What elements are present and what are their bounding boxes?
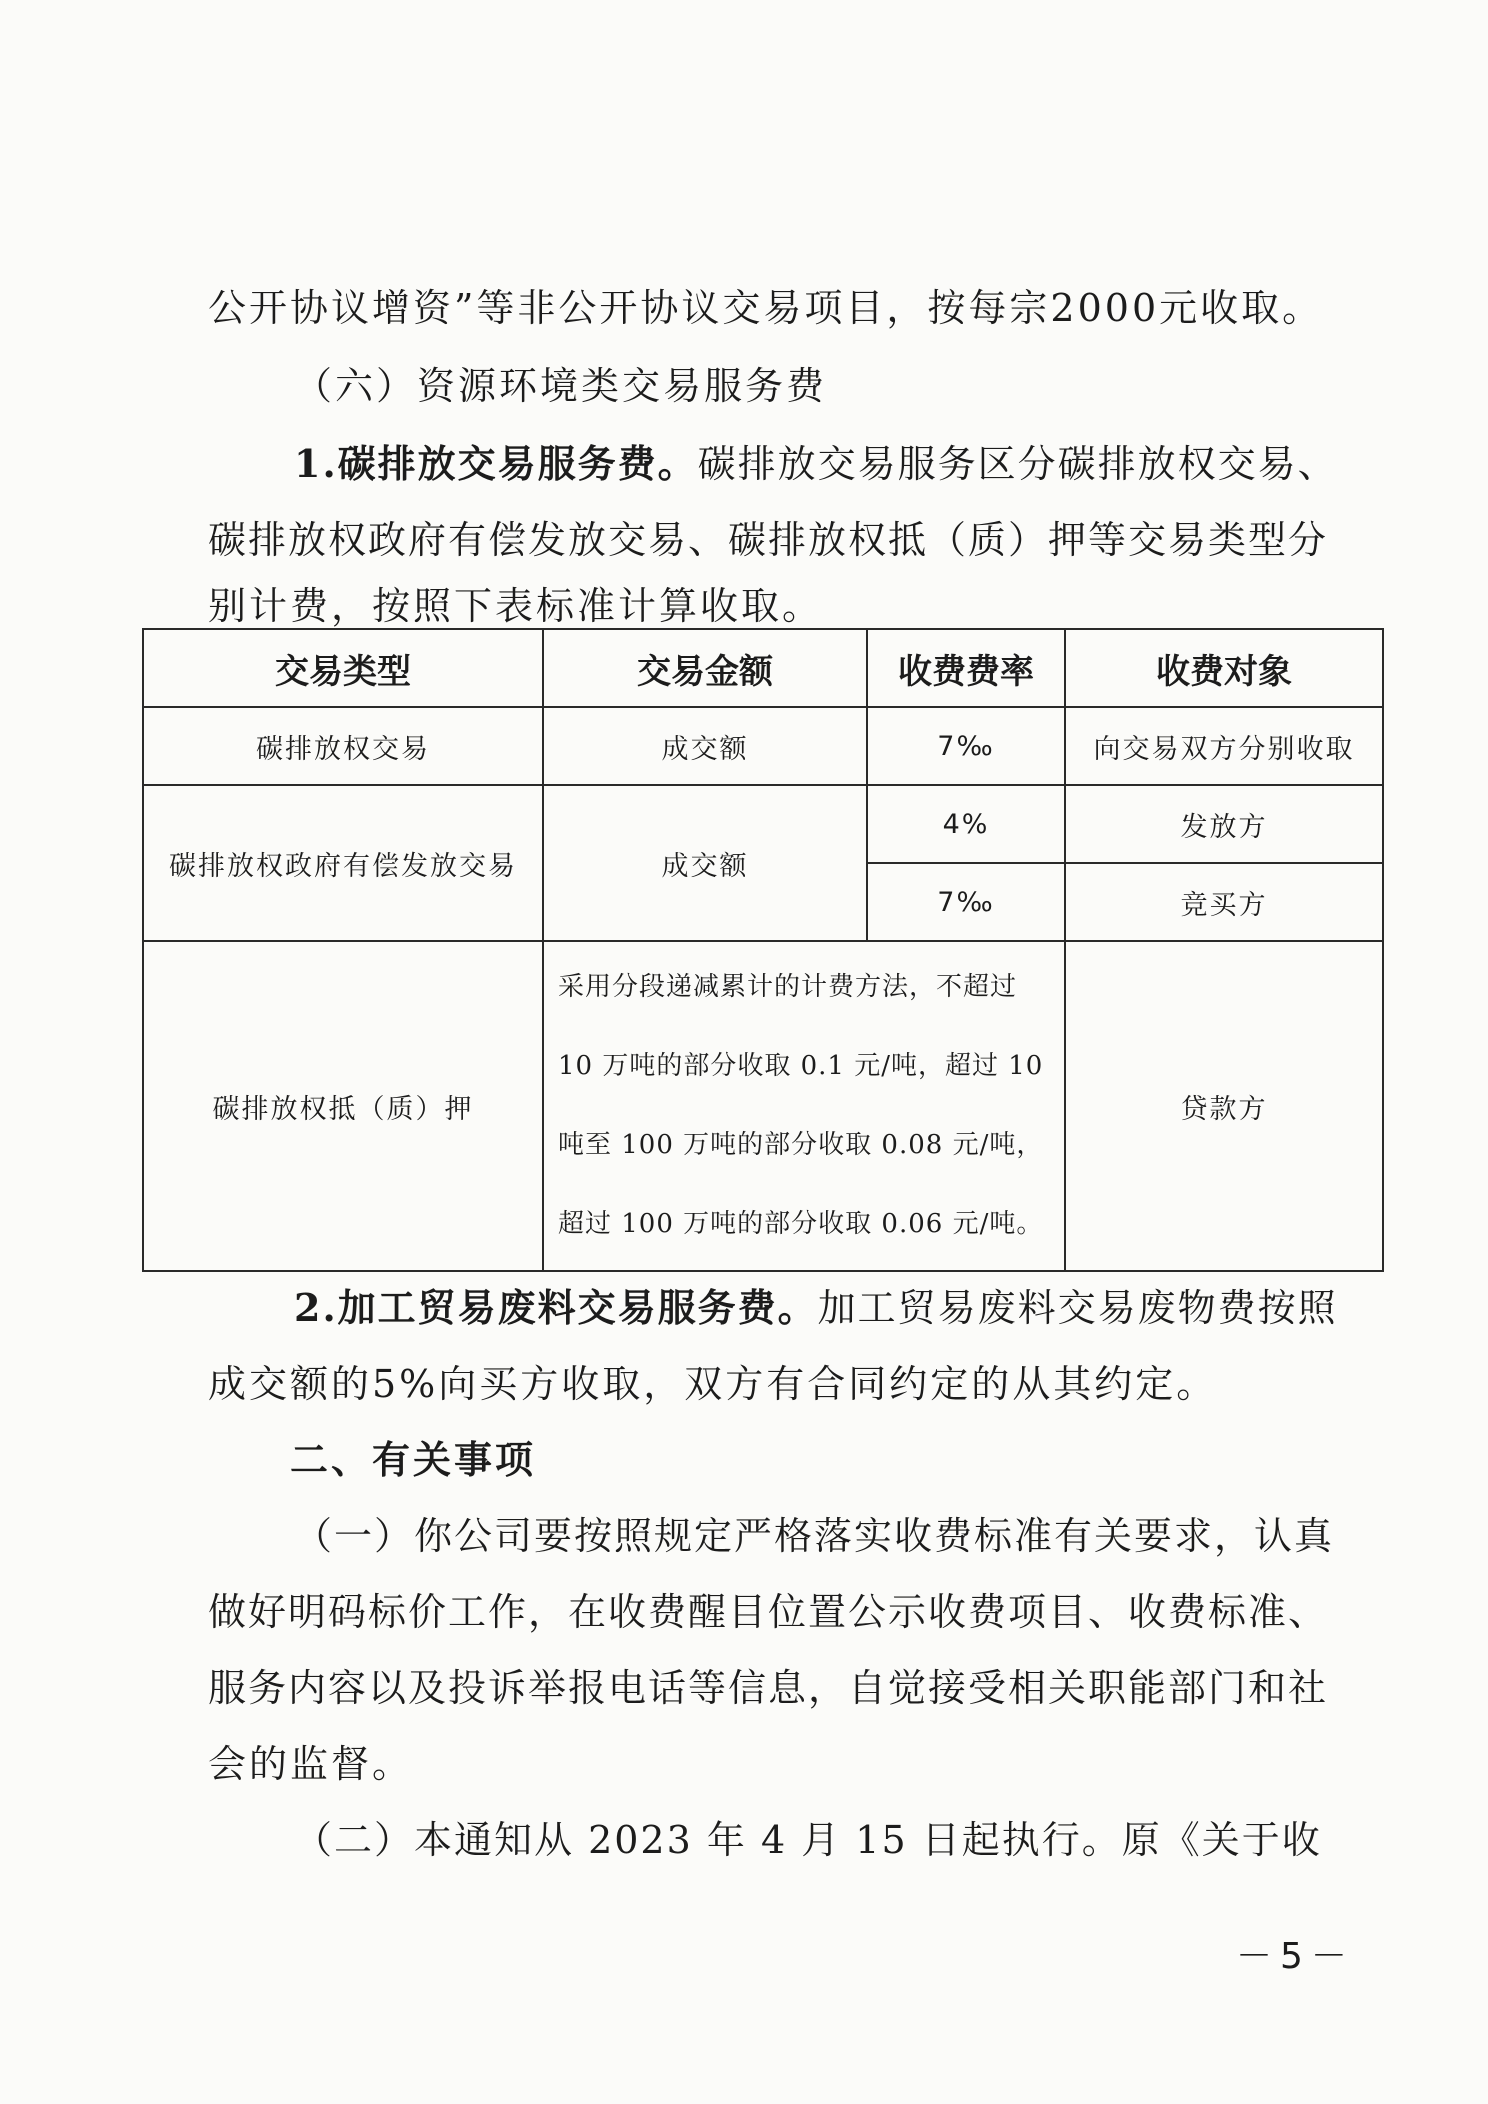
table-cell: 竞买方 xyxy=(1065,863,1383,941)
paragraph-text: 加工贸易废料交易废物费按照 xyxy=(817,1286,1338,1330)
fee-method-line: 10 万吨的部分收取 0.1 元/吨，超过 10 xyxy=(558,1051,1044,1081)
table-cell: 7‰ xyxy=(867,863,1065,941)
table-row xyxy=(143,707,1383,785)
page-number: －5－ xyxy=(1236,1936,1355,1977)
item-title-carbon: 1.碳排放交易服务费。 xyxy=(294,441,698,486)
table-header-cell: 收费费率 xyxy=(867,629,1065,707)
paragraph-line: （一）你公司要按照规定严格落实收费标准有关要求，认真 xyxy=(294,1514,1335,1558)
section-heading-2: 二、有关事项 xyxy=(290,1438,537,1482)
item-title-waste: 2.加工贸易废料交易服务费。 xyxy=(294,1285,818,1330)
fee-method-line: 超过 100 万吨的部分收取 0.06 元/吨。 xyxy=(558,1209,1044,1239)
table-cell: 发放方 xyxy=(1065,785,1383,863)
table-row xyxy=(143,941,1383,1271)
paragraph-line: 别计费，按照下表标准计算收取。 xyxy=(208,584,824,628)
paragraph-line: （二）本通知从 2023 年 4 月 15 日起执行。原《关于收 xyxy=(294,1818,1322,1862)
fee-table xyxy=(142,628,1384,1272)
paragraph-line: 成交额的5%向买方收取，双方有合同约定的从其约定。 xyxy=(208,1362,1218,1406)
table-header-row xyxy=(143,629,1383,707)
paragraph-line: 做好明码标价工作，在收费醒目位置公示收费项目、收费标准、 xyxy=(208,1590,1329,1634)
paragraph-line: 会的监督。 xyxy=(208,1742,414,1786)
table-cell: 7‰ xyxy=(867,707,1065,785)
fee-method-line: 采用分段递减累计的计费方法，不超过 xyxy=(558,972,1018,1002)
paragraph-line: 服务内容以及投诉举报电话等信息，自觉接受相关职能部门和社 xyxy=(208,1666,1329,1710)
table-cell-fee-method xyxy=(543,941,1065,1271)
paragraph-line xyxy=(294,1280,1338,1336)
section-heading-6: （六）资源环境类交易服务费 xyxy=(294,364,828,408)
table-header-cell: 收费对象 xyxy=(1065,629,1383,707)
table-cell: 成交额 xyxy=(543,707,867,785)
table-cell: 成交额 xyxy=(543,785,867,941)
paragraph-line xyxy=(294,436,1338,492)
paragraph-text: 碳排放交易服务区分碳排放权交易、 xyxy=(697,442,1338,486)
table-header-cell: 交易金额 xyxy=(543,629,867,707)
table-cell: 贷款方 xyxy=(1065,941,1383,1271)
table-cell: 4% xyxy=(867,785,1065,863)
paragraph-line: 公开协议增资”等非公开协议交易项目，按每宗2000元收取。 xyxy=(208,286,1324,330)
table-cell: 碳排放权交易 xyxy=(143,707,543,785)
table-row xyxy=(143,785,1383,863)
table-cell: 碳排放权抵（质）押 xyxy=(143,941,543,1271)
fee-method-line: 吨至 100 万吨的部分收取 0.08 元/吨， xyxy=(558,1130,1044,1160)
table-cell: 向交易双方分别收取 xyxy=(1065,707,1383,785)
paragraph-line: 碳排放权政府有偿发放交易、碳排放权抵（质）押等交易类型分 xyxy=(208,518,1329,562)
table-header-cell: 交易类型 xyxy=(143,629,543,707)
table-cell: 碳排放权政府有偿发放交易 xyxy=(143,785,543,941)
